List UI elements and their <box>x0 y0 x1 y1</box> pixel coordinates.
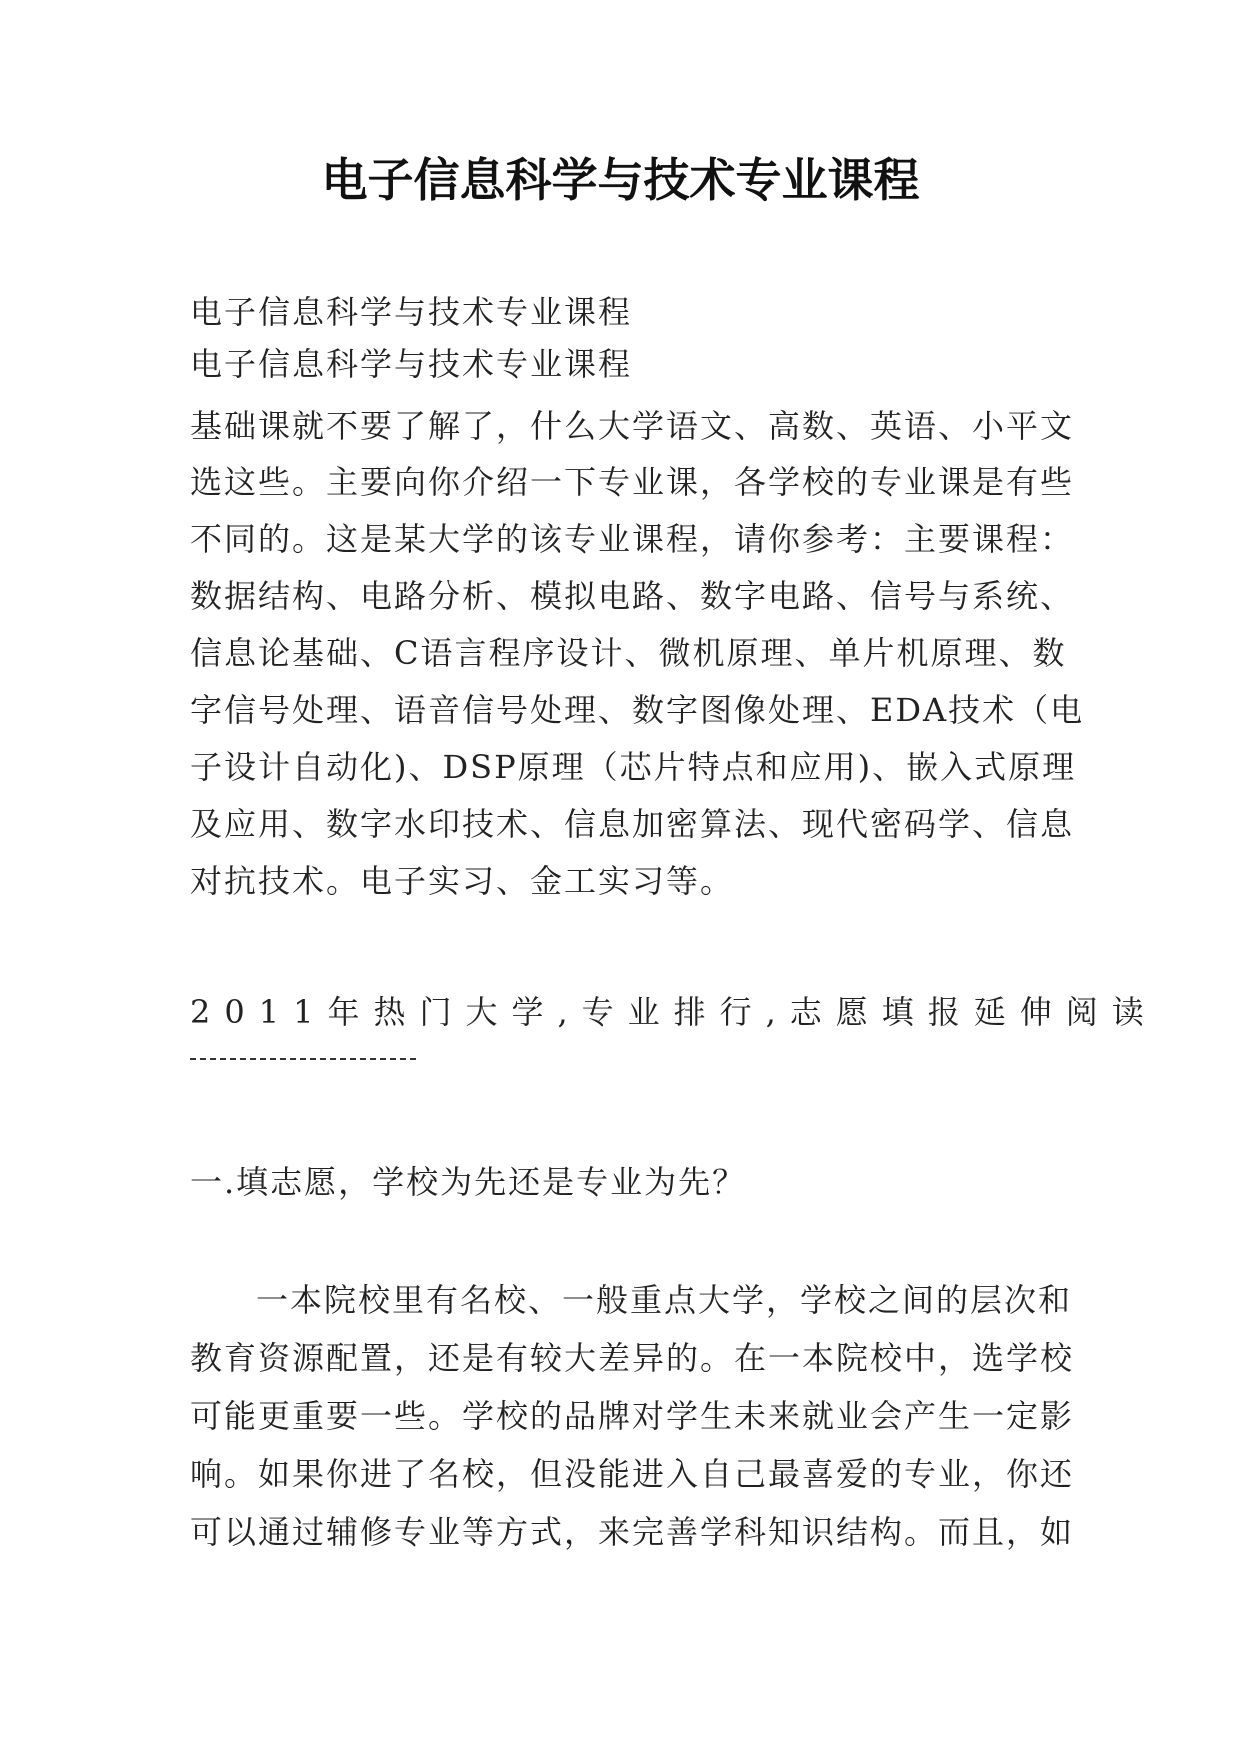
intro-line: 数据结构、电路分析、模拟电路、数字电路、信号与系统、 <box>190 577 1075 615</box>
intro-line: 信息论基础、C语言程序设计、微机原理、单片机原理、数 <box>190 634 1067 672</box>
document-title: 电子信息科学与技术专业课程 <box>321 153 920 207</box>
dashed-divider <box>190 1058 416 1060</box>
intro-line: 字信号处理、语音信号处理、数字图像处理、EDA技术（电 <box>190 691 1085 729</box>
body-line: 可能更重要一些。学校的品牌对学生未来就业会产生一定影 <box>190 1397 1075 1435</box>
body-line: 可以通过辅修专业等方式，来完善学科知识结构。而且，如 <box>190 1513 1075 1551</box>
body-line: 教育资源配置，还是有较大差异的。在一本院校中，选学校 <box>190 1339 1075 1377</box>
intro-line: 电子信息科学与技术专业课程 <box>190 293 633 331</box>
intro-line: 选这些。主要向你介绍一下专业课，各学校的专业课是有些 <box>190 463 1075 501</box>
intro-line: 基础课就不要了解了，什么大学语文、高数、英语、小平文 <box>190 407 1075 445</box>
body-line: 一本院校里有名校、一般重点大学，学校之间的层次和 <box>256 1281 1073 1319</box>
reading-heading: 2011年热门大学,专业排行,志愿填报延伸阅读 <box>190 993 1158 1031</box>
intro-line: 不同的。这是某大学的该专业课程，请你参考：主要课程： <box>190 520 1075 558</box>
intro-line: 对抗技术。电子实习、金工实习等。 <box>190 862 735 900</box>
section-title: 一.填志愿，学校为先还是专业为先？ <box>190 1163 747 1201</box>
intro-line: 电子信息科学与技术专业课程 <box>190 345 633 383</box>
body-line: 响。如果你进了名校，但没能进入自己最喜爱的专业，你还 <box>190 1455 1075 1493</box>
intro-line: 及应用、数字水印技术、信息加密算法、现代密码学、信息 <box>190 805 1075 843</box>
intro-line: 子设计自动化)、DSP原理（芯片特点和应用)、嵌入式原理 <box>190 748 1077 786</box>
